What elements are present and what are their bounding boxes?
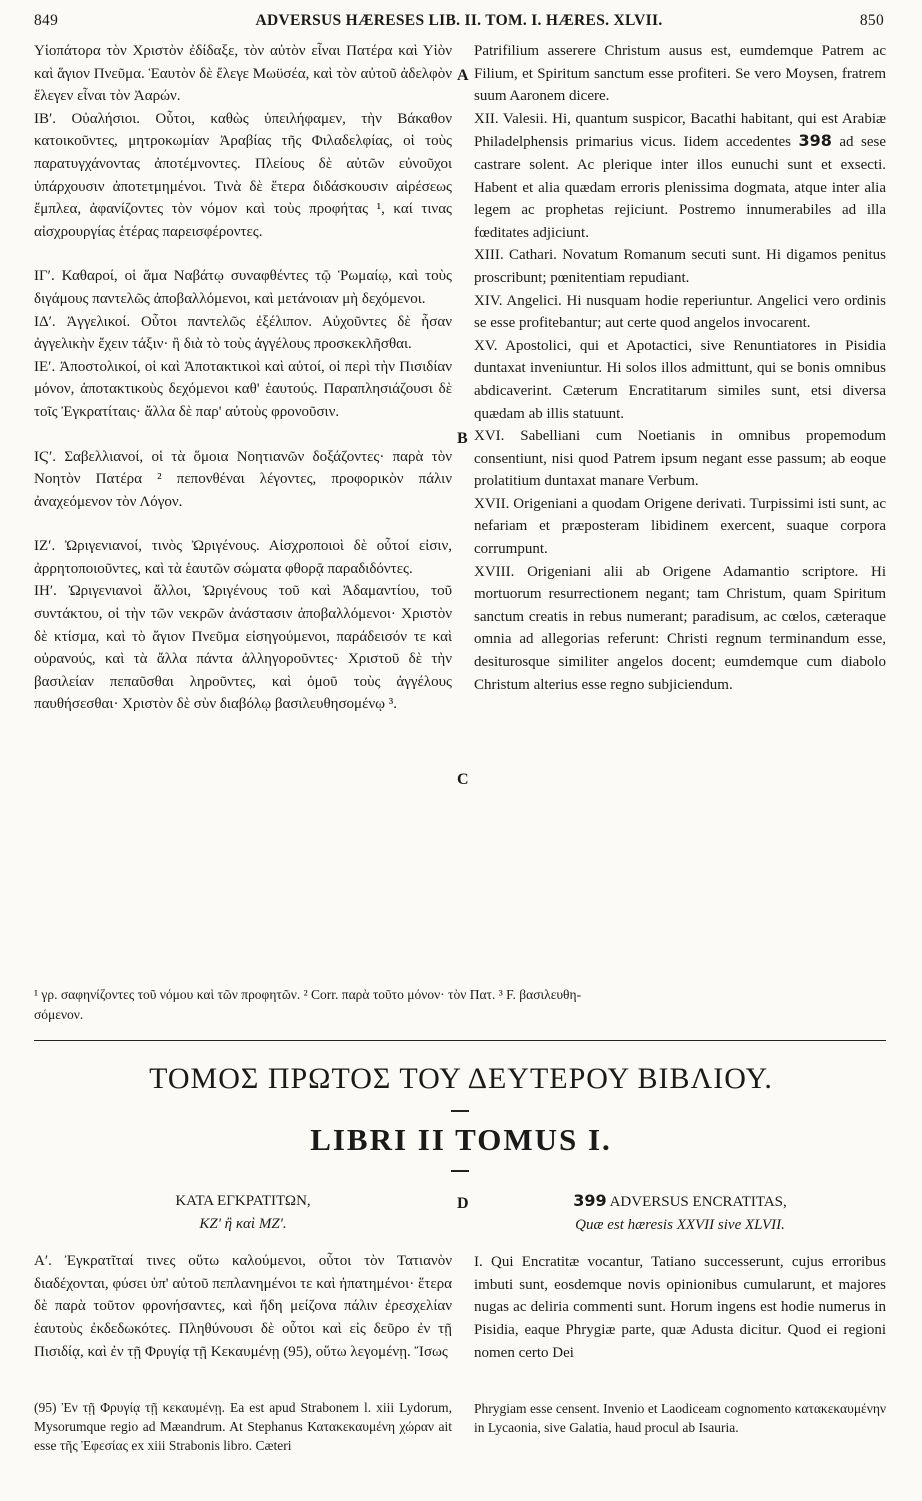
- latin-paragraph-15: XV. Apostolici, qui et Apotactici, sive Renuntiatores in Pisidia duntaxat inveniuntur. Hi solos illos admittunt, qui se bonis omnibus abdicaverint. Cæterum Encratitarum similes sunt, etsi diversa quædam ab illis statuunt.: [474, 337, 886, 422]
- footnote-line-1: ¹ γρ. σαφηνίζοντες τοῦ νόμου καὶ τῶν προφητῶν. ² Corr. παρὰ τοῦτο μόνον· τὸν Πατ. ³ F. βασιλευθη-: [34, 987, 582, 1002]
- margin-letter-d: D: [457, 1195, 469, 1212]
- greek-section-heading: ΚΑΤΑ ΕΓΚΡΑΤΙΤΩΝ,: [175, 1193, 311, 1209]
- greek-section: [34, 1190, 452, 1468]
- greek-paragraph-1: Υἱοπάτορα τὸν Χριστὸν ἐδίδαξε, τὸν αὐτὸν εἶναι Πατέρα καὶ Υἱὸν καὶ ἅγιον Πνεῦμα. Ἑαυτὸν δὲ ἔλεγε Μωϋσέα, καὶ τὸν αὐτοῦ ἀδελφὸν ἔλεγεν εἶναι τὸν Ἀαρών.: [34, 43, 452, 105]
- greek-book-title: ΤΟΜΟΣ ΠΡΩΤΟΣ ΤΟΥ ΔΕΥΤΕΡΟΥ ΒΙΒΛΙΟΥ.: [149, 1062, 773, 1095]
- greek-paragraph-12: ΙΒʹ. Οὐαλήσιοι. Οὗτοι, καθὼς ὑπειλήφαμεν, τὴν Βάκαθον κατοικοῦντες, μητροκωμίαν Ἀραβίας τῆς Φιλαδελφίας, οἱ τοὺς παρατυγχάνοντας ἀποτέμνοντες. Πλείους δὲ αὐτῶν εὐνοῦχοι ὑπάρχουσιν ἀποτετμημένοι. Τινὰ δὲ ἕτερα διδάσκουσιν αἱρέσεως ἔμπλεα, ἀφανίζοντες τὸν νόμον καὶ τοὺς προφήτας ¹, καί τινας αἰσχρουργίας ἑτέρας παρεισφέροντες.: [34, 110, 452, 240]
- greek-paragraph-15: ΙΕʹ. Ἀποστολικοί, οἱ καὶ Ἀποτακτικοὶ καὶ αὐτοί, οἱ περὶ τὴν Πισιδίαν μόνον, ἀποτακτικοὺς δεχόμενοι καθ' ἑαυτούς. Παραπλησιάζουσι δὲ τοῖς Ἐγκρατίταις· ἄλλα δὲ παρ' αὐτοὺς φρονοῦσιν.: [34, 358, 452, 420]
- latin-section-continuation: Phrygiam esse censent. Invenio et Laodiceam cognomento κατακεκαυμένην in Lycaonia, sive Galatia, haud procul ab Isauria.: [474, 1400, 886, 1435]
- greek-paragraph-16: ΙϚʹ. Σαβελλιανοί, οἱ τὰ ὅμοια Νοητιανῶν δοξάζοντες· παρὰ τὸν Νοητὸν Πατέρα ² πεπονθέναι λέγοντες, προφορικὸν πάλιν ἀναχεόμενον τὸν Λόγον.: [34, 448, 452, 510]
- latin-paragraph-1: Patrifilium asserere Christum ausus est, eumdemque Patrem ac Filium, et Spiritum sanctum esse profiteri. Se vero Moysen, fratrem suum Aaronem dicere.: [474, 43, 886, 105]
- footnotes: [34, 985, 886, 1025]
- latin-section-subheading: Quæ est hæresis XXVII sive XLVII.: [575, 1216, 785, 1233]
- latin-section: [474, 1190, 886, 1450]
- latin-paragraph-12-start: XII. Valesii. Hi, quantum suspicor, Bacathi habitant, qui est Arabiæ Philadelphensis primarius vicus. Iidem accedentes: [474, 110, 886, 151]
- greek-paragraph-14: ΙΔʹ. Ἀγγελικοί. Οὗτοι παντελῶς ἐξέλιπον. Αὐχοῦντες δὲ ἦσαν ἀγγελικὴν ἔχειν τάξιν· ἢ διὰ τὸ τοὺς ἀγγέλους προσκεκλῆσθαι.: [34, 313, 452, 353]
- margin-letter-b: B: [457, 430, 468, 447]
- margin-letter-c: C: [457, 771, 469, 788]
- latin-column: [474, 40, 886, 696]
- latin-book-title: LIBRI II TOMUS I.: [310, 1122, 612, 1157]
- greek-section-body: Αʹ. Ἐγκρατῖταί τινες οὕτω καλούμενοι, οὗτοι τὸν Τατιανὸν διαδέχονται, φύσει ὑπ' αὐτοῦ πεπλανημένοι τε καὶ ἠπατημένοι· ἕτερα δὲ παρὰ τοῦτον φρονήσαντες, καὶ ἤδη μείζονα πάλιν ἐρεσχελίαν ἑαυτοὺς ἐκδεδωκότες. Πληθύνουσι δὲ οὗτοι καὶ εἰς δεῦρο ἐν τῇ Πισιδίᾳ, καὶ ἐν τῇ Φρυγίᾳ τῇ Κεκαυμένῃ (95), οὕτω λεγομένῃ. Ἴσως: [34, 1253, 452, 1360]
- title-dash-1: [451, 1110, 469, 1112]
- section-divider: [34, 1040, 886, 1041]
- greek-column: [34, 40, 452, 716]
- latin-paragraph-13: XIII. Cathari. Novatum Romanum secuti sunt. Hi digamos penitus proscribunt; pœnitentiam repudiant.: [474, 247, 886, 286]
- greek-section-note: (95) Ἐν τῇ Φρυγίᾳ τῇ κεκαυμένῃ. Ea est apud Strabonem l. xiii Lydorum, Mysorumque regio ad Mæandrum. At Stephanus Κατακεκαυμένη χώραν ait esse τῆς Ἐφεσίας ex xiii Strabonis libro. Cæteri: [34, 1399, 452, 1453]
- column-number-398: 398: [798, 131, 832, 151]
- latin-paragraph-17: XVII. Origeniani a quodam Origene derivati. Turpissimi isti sunt, ac nefariam et præposteram libidinem exercent, suaque corpora corrumpunt.: [474, 495, 886, 558]
- latin-paragraph-12-end: ad sese castrare solent. Ac plerique inter illos eunuchi sunt et exsecti. Habent et alia quædam erroris plenissima dogmata, atque inter alia legem ac prophetas rejiciunt. Postremo innumerabiles ad illa fœditates adjiciunt.: [474, 134, 887, 241]
- page-number-right: 850: [859, 12, 884, 29]
- latin-paragraph-16: XVI. Sabelliani cum Noetianis in omnibus propemodum consentiunt, nisi quod Patrem ipsum negant esse passum; ab eoque prolatitium duntaxat manare Verbum.: [474, 428, 886, 490]
- greek-paragraph-18: ΙΗʹ. Ὠριγενιανοὶ ἄλλοι, Ὠριγένους τοῦ καὶ Ἀδαμαντίου, τοῦ συντάκτου, οἱ τὴν τῶν νεκρῶν ἀνάστασιν ἀποβαλλόμενοι· Χριστὸν δὲ κτίσμα, καὶ τὸ ἅγιον Πνεῦμα εἰσηγούμενοι, παράδεισόν τε καὶ οὐρανούς, καὶ τὰ ἄλλα πάντα ἀλληγοροῦντες· Χριστοῦ δὲ τὴν βασιλείαν πεπαῦσθαι ληροῦντες, καὶ ὁμοῦ τοὺς ἀγγέλους παυθήσεσθαι· Χριστὸν δὲ σὺν διαβόλῳ βασιλευθησομένῳ ³.: [34, 583, 452, 713]
- latin-section-heading-text: ADVERSUS ENCRATITAS,: [609, 1194, 787, 1210]
- greek-paragraph-13: ΙΓʹ. Καθαροί, οἱ ἅμα Ναβάτῳ συναφθέντες τῷ Ῥωμαίῳ, καὶ τοὺς διγάμους παντελῶς ἀποβαλλόμενοι, καὶ μετάνοιαν μὴ δεχόμενοι.: [34, 268, 452, 307]
- latin-paragraph-14: XIV. Angelici. Hi nusquam hodie reperiuntur. Angelici vero ordinis se esse profitebantur; aut certe quod angelos invocarent.: [474, 292, 886, 332]
- running-title: ADVERSUS HÆRESES LIB. II. TOM. I. HÆRES. XLVII.: [255, 12, 663, 29]
- greek-paragraph-17: ΙΖʹ. Ὠριγενιανοί, τινὸς Ὠριγένους. Αἰσχροποιοὶ δὲ οὗτοί εἰσιν, ἀρρητοποιοῦντες, καὶ τὰ ἑαυτῶν σώματα φθορᾷ παραδιδόντες.: [34, 538, 452, 577]
- greek-section-subheading: ΚΖʹ ἢ καὶ ΜΖʹ.: [199, 1215, 287, 1232]
- latin-section-heading: [474, 1190, 886, 1214]
- latin-paragraph-18: XVIII. Origeniani alii ab Origene Adamantio scriptore. Hi mortuorum resurrectionem negant; tam Christum, quam Spiritum sanctum creatis in rebus numerant; paradisum, ac cœlos, cæteraque omnia ad allegorias referunt: Christi regnum terminandum esse, desiturosque similiter angelos docent; eumdemque cum diabolo Christum alterius esse regno subjiciendum.: [474, 563, 886, 693]
- footnote-line-2: σόμενον.: [34, 1007, 84, 1022]
- title-dash-2: [451, 1170, 469, 1172]
- column-number-399: 399: [573, 1191, 607, 1210]
- page-number-left: 849: [34, 12, 59, 29]
- page-header: [34, 8, 884, 34]
- latin-paragraph-12: [474, 108, 886, 245]
- latin-section-body: I. Qui Encratitæ vocantur, Tatiano successerunt, cujus erroribus imbuti sunt, eosdemque novis opinionibus cumularunt, et majores nugas ac deliria commenti sunt. Horum ingens est hodie numerus in Pisidia, eaque Phrygiæ parte, quæ Adusta dicitur. Quod ei regioni nomen certo Dei: [474, 1254, 886, 1361]
- margin-letter-a: A: [457, 67, 469, 84]
